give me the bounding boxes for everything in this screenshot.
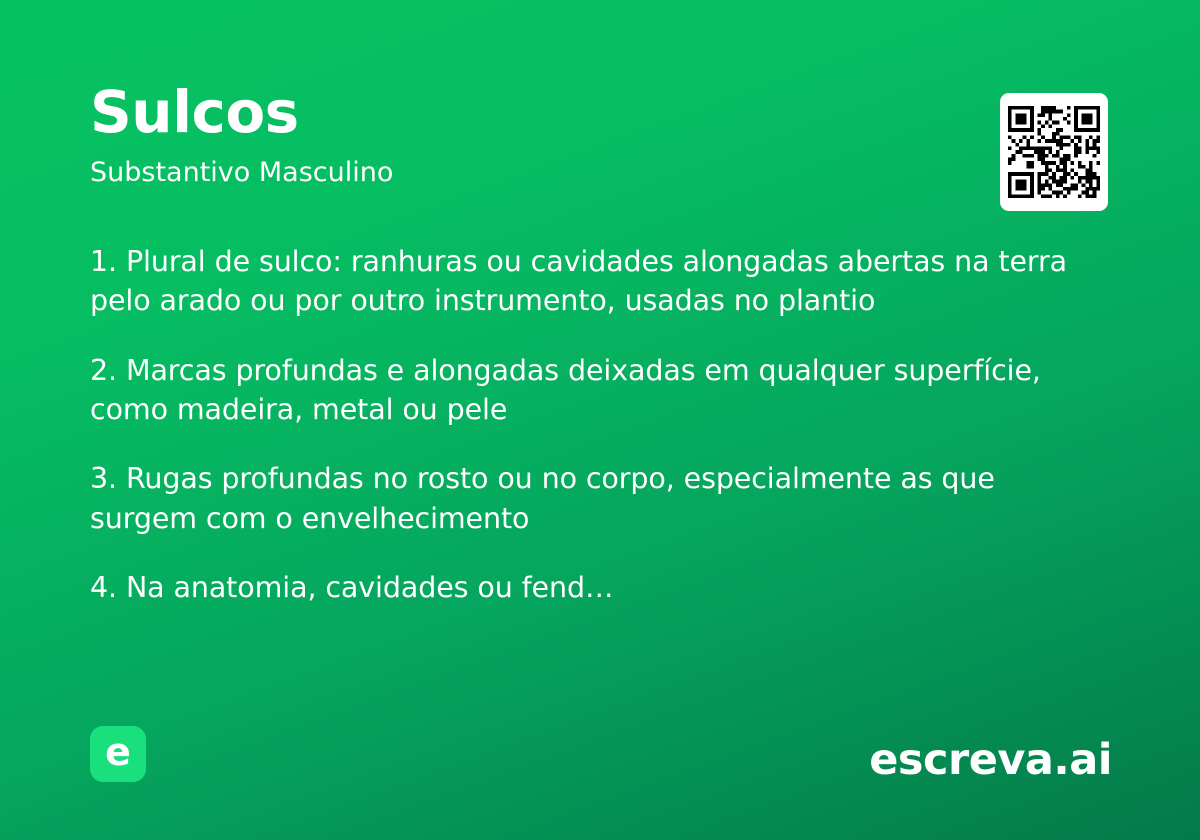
definition-item: 3. Rugas profundas no rosto ou no corpo, especialmente as que surgem com o envelhecimento	[90, 462, 995, 535]
page-title: Sulcos	[90, 78, 299, 146]
brand-logo-badge	[90, 726, 146, 782]
definitions-list	[90, 242, 1090, 607]
definition-item: 1. Plural de sulco: ranhuras ou cavidades alongadas abertas na terra pelo arado ou por outro instrumento, usadas no plantio	[90, 245, 1068, 318]
brand-wordmark: escreva.ai	[869, 735, 1112, 785]
definition-item: 4. Na anatomia, cavidades ou fend…	[90, 570, 614, 604]
qr-code-icon[interactable]	[1000, 93, 1108, 211]
brand-logo-glyph: e	[105, 730, 131, 774]
card-header	[90, 78, 1110, 189]
word-class-label: Substantivo Masculino	[90, 156, 394, 188]
qr-code-image	[1008, 106, 1100, 198]
definition-item: 2. Marcas profundas e alongadas deixadas em qualquer superfície, como madeira, metal ou pele	[90, 353, 1041, 426]
